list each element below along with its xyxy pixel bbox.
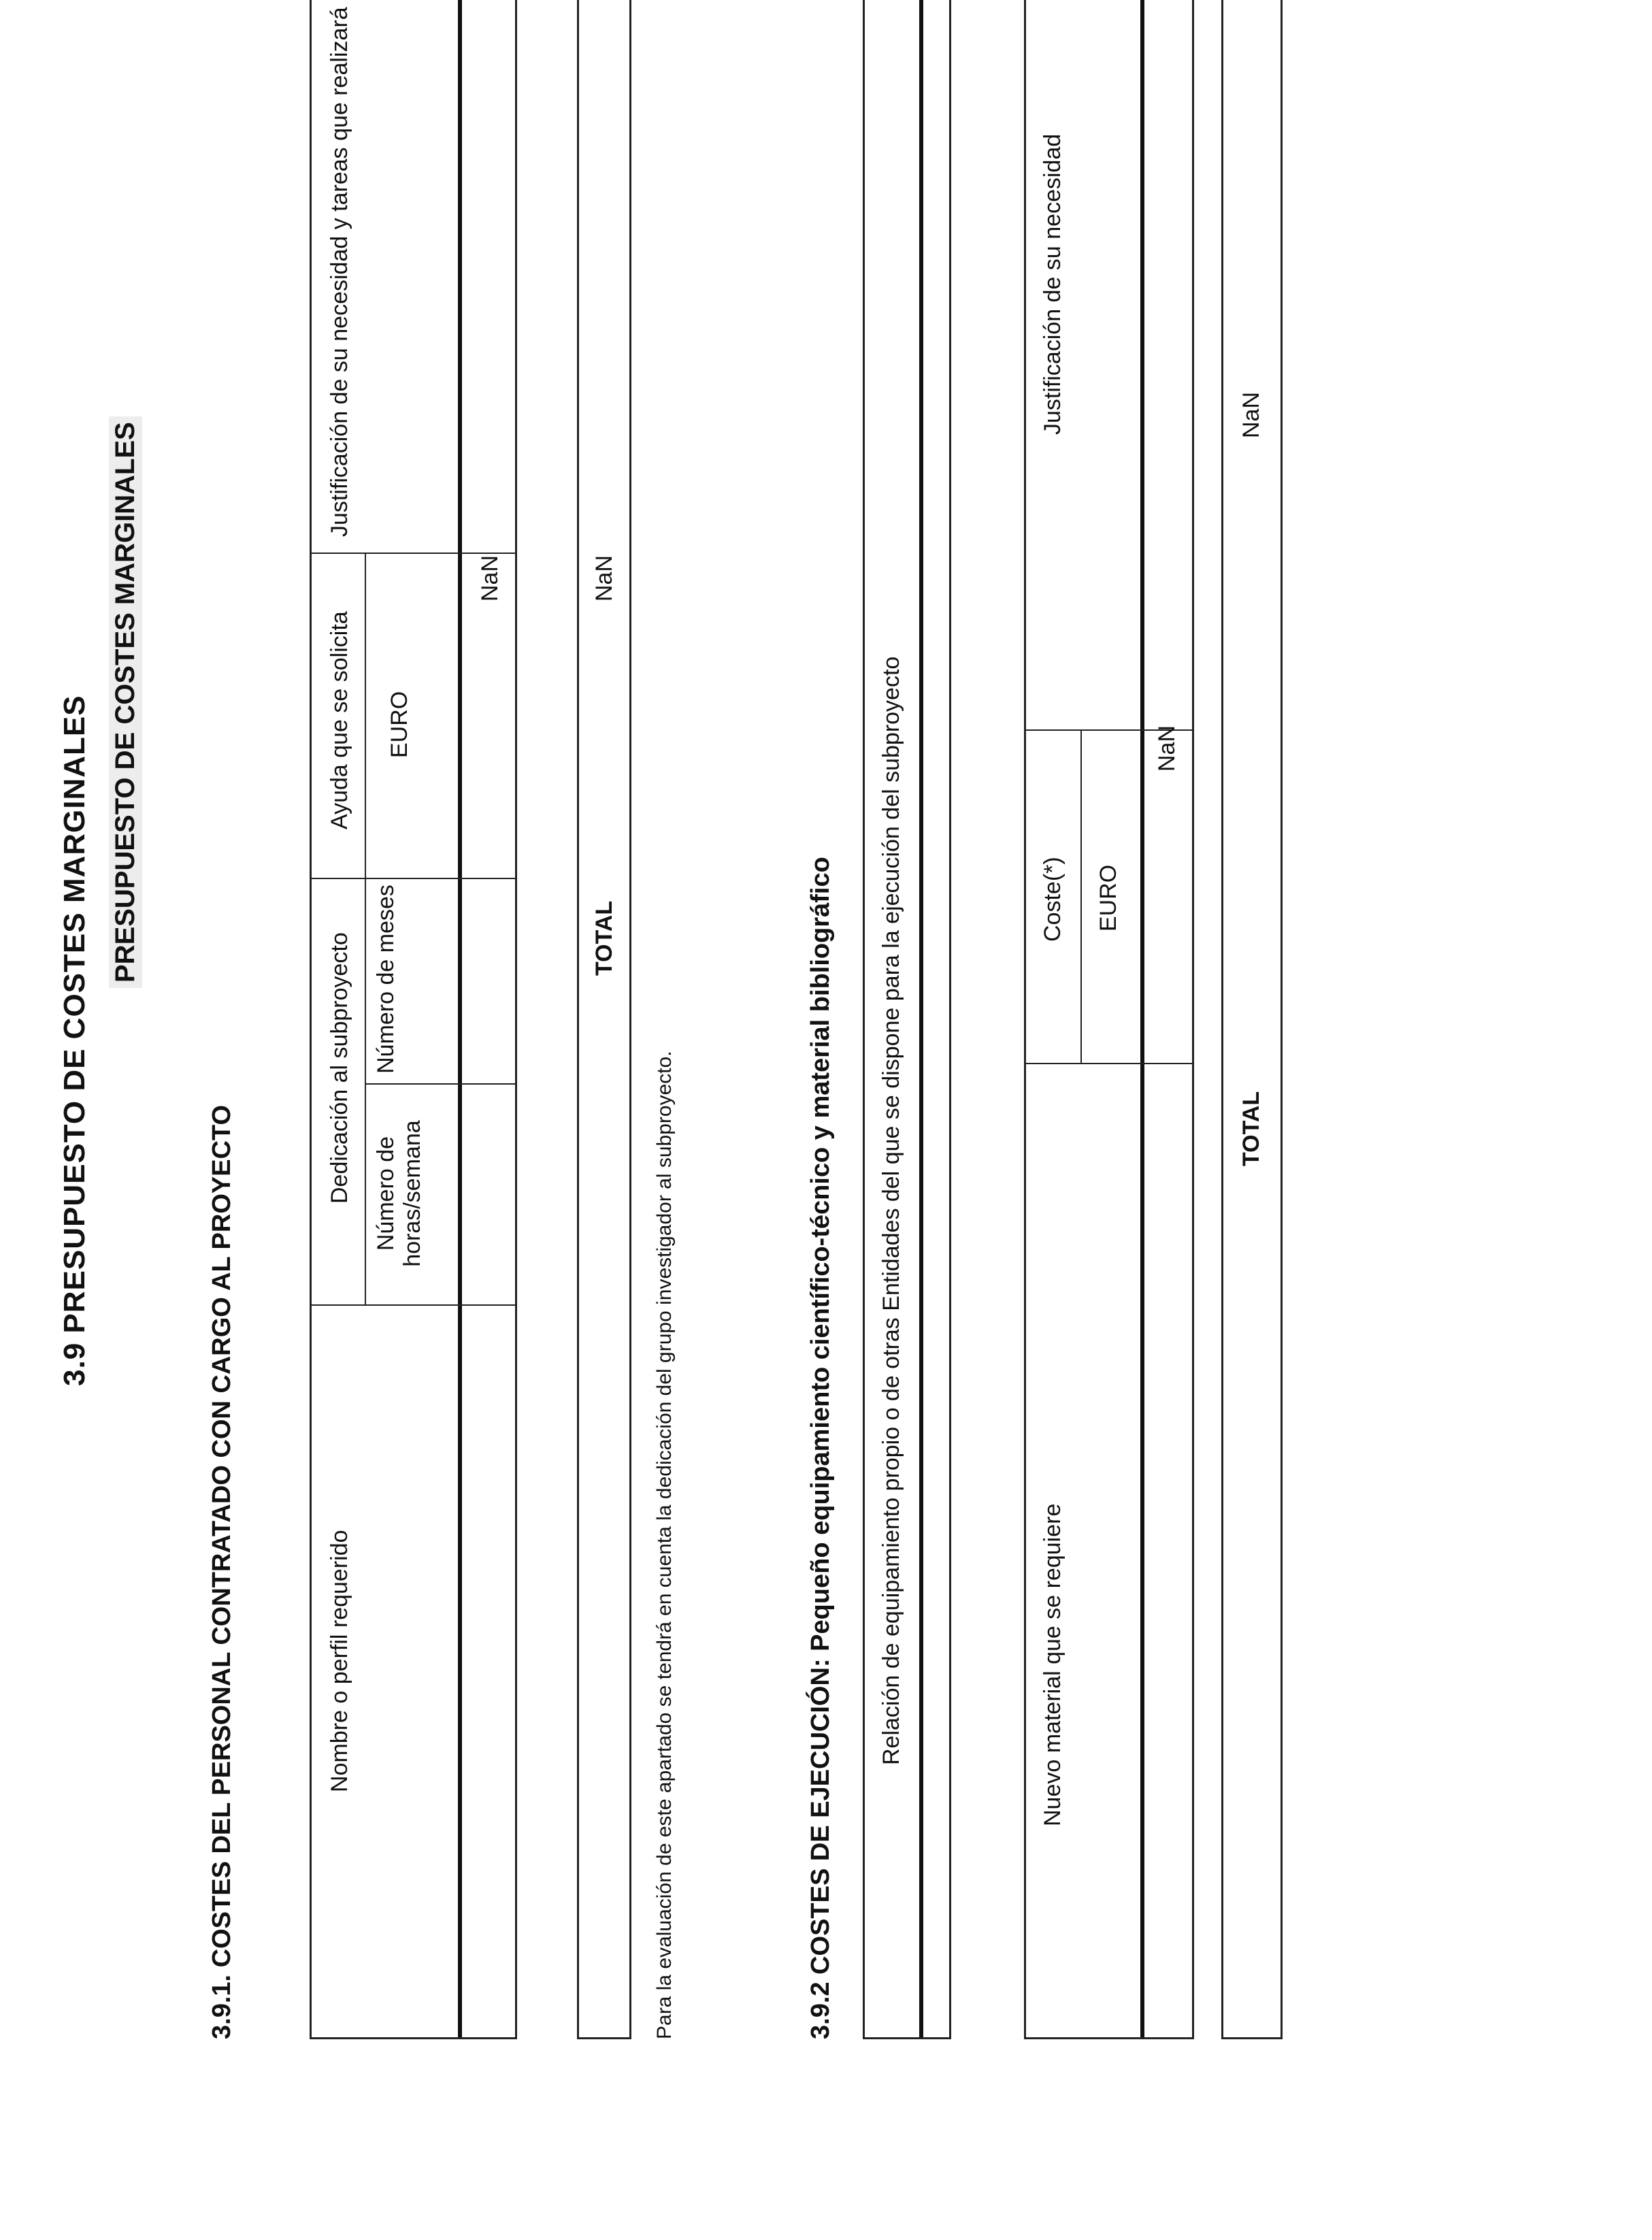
col-divider xyxy=(365,1083,515,1085)
stamp-title: PRESUPUESTO DE COSTES MARGINALES xyxy=(109,416,142,988)
table-divider xyxy=(919,0,923,2037)
col-coste: Coste(*) xyxy=(1040,857,1065,942)
total-label-ejecucion: TOTAL xyxy=(1238,1091,1264,1166)
section-title-personal: 3.9.1. COSTES DEL PERSONAL CONTRATADO CON CARGO AL PROYECTO xyxy=(208,1104,236,2039)
total-label: TOTAL xyxy=(591,900,617,976)
material-table xyxy=(1024,0,1194,2039)
section-title-ejecucion: 3.9.2 COSTES DE EJECUCIÓN: Pequeño equipamiento científico-técnico y material bibliográfico xyxy=(806,857,835,2039)
sub-euro: EURO xyxy=(386,691,412,758)
col-material: Nuevo material que se requiere xyxy=(1040,1503,1065,1826)
col-dedicacion: Dedicación al subproyecto xyxy=(327,932,352,1204)
table-divider xyxy=(1140,0,1144,2037)
col-divider xyxy=(312,1304,515,1306)
personal-table xyxy=(310,0,517,2039)
table-divider xyxy=(458,0,462,2037)
relacion-label: Relación de equipamiento propio o de otras Entidades del que se dispone para la ejecución del subproyecto xyxy=(878,656,904,1765)
subheader-line xyxy=(1080,731,1082,1064)
subheader-line xyxy=(365,554,366,1306)
col-nombre: Nombre o perfil requerido xyxy=(327,1530,352,1792)
col-divider xyxy=(312,553,515,554)
row-value-ejecucion: NaN xyxy=(1154,725,1180,772)
sub-euro-ejecucion: EURO xyxy=(1095,864,1121,932)
personal-note: Para la evaluación de este apartado se tendrá en cuenta la dedicación del grupo investigador al subproyecto. xyxy=(653,1051,676,2039)
total-value-ejecucion: NaN xyxy=(1238,391,1264,438)
ejecucion-total-box xyxy=(1221,0,1283,2039)
personal-total-box xyxy=(577,0,631,2039)
row-value: NaN xyxy=(477,555,503,602)
col-ayuda: Ayuda que se solicita xyxy=(327,611,352,829)
col-divider xyxy=(1026,1063,1192,1064)
equipamiento-box xyxy=(863,0,951,2039)
col-justificacion: Justificación de su necesidad y tareas que realizará xyxy=(327,7,352,537)
col-divider xyxy=(312,878,515,879)
sub-horas: Número de horas/semana xyxy=(373,1120,425,1267)
col-justificacion-ejecucion: Justificación de su necesidad xyxy=(1040,133,1065,435)
total-value: NaN xyxy=(591,555,617,602)
sub-meses: Número de meses xyxy=(373,885,399,1074)
page-title: 3.9 PRESUPUESTO DE COSTES MARGINALES xyxy=(58,695,91,1386)
